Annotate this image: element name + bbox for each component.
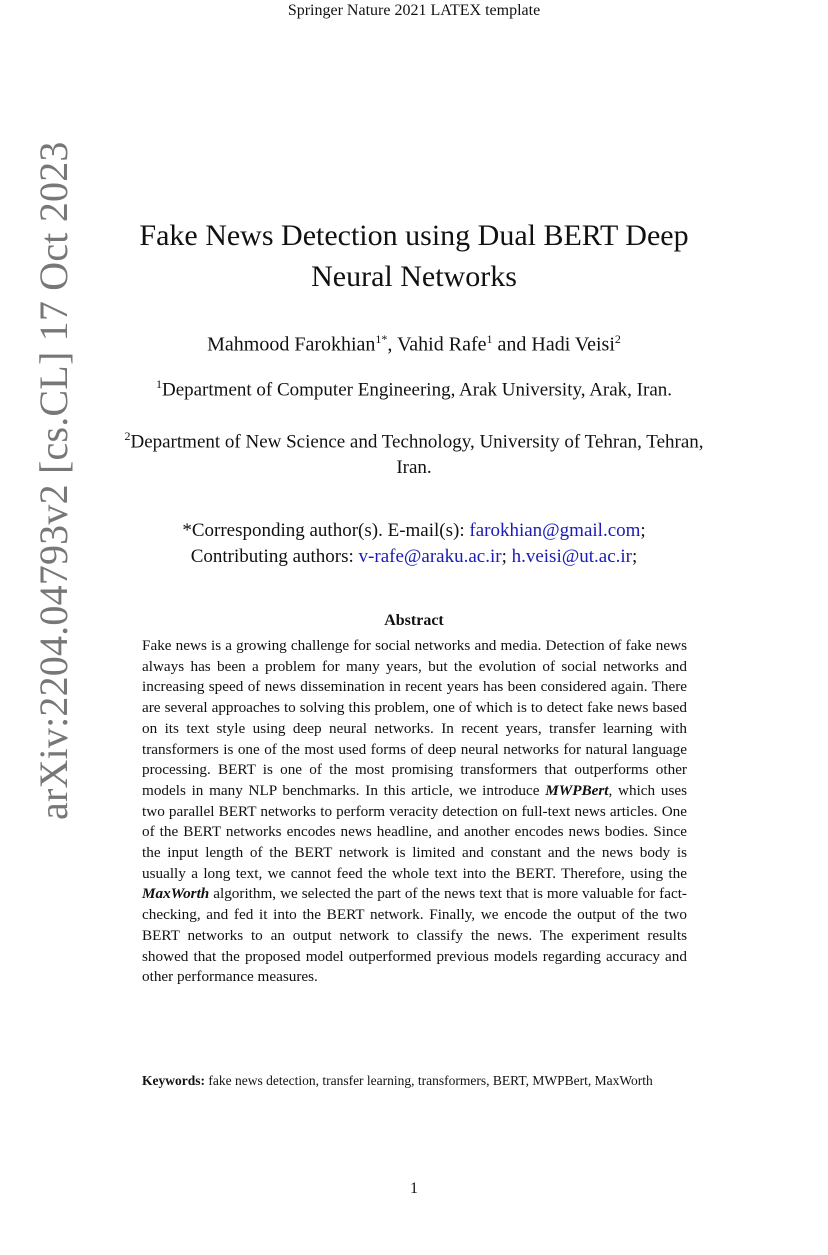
abstract-body [142, 636, 687, 988]
contributing-label: Contributing authors: [190, 546, 359, 567]
affiliation-text: Department of New Science and Technology, University of Tehran, Tehran, Iran. [130, 431, 704, 479]
author-line [100, 332, 728, 357]
abstract-text: , which uses two parallel BERT networks to perform veracity detection on full-text news articles. One of the BERT networks encodes news headline, and another encodes news bodies. Since the input length of the BERT network is limited and constant and the news body is usually a long text, we cannot feed the whole text into the BERT. Therefore, using the [142, 781, 688, 882]
keywords-text: fake news detection, transfer learning, transformers, BERT, MWPBert, MaxWorth [205, 1073, 653, 1088]
author-sup: 1 [486, 332, 493, 346]
email-link-2[interactable]: v-rafe@araku.ac.ir [358, 546, 502, 567]
arxiv-side-stamp: arXiv:2204.04793v2 [cs.CL] 17 Oct 2023 [31, 141, 76, 820]
punctuation: ; [640, 520, 646, 541]
email-link-3[interactable]: h.veisi@ut.ac.ir [511, 546, 632, 567]
email-link-main[interactable]: farokhian@gmail.com [469, 520, 641, 541]
punctuation: ; [501, 546, 512, 567]
author-name: Mahmood Farokhian [207, 333, 376, 356]
model-name: MWPBert [545, 781, 609, 799]
affiliation-sup: 2 [124, 429, 131, 443]
author-sup: 1* [375, 332, 388, 346]
running-header: Springer Nature 2021 LATEX template [287, 2, 541, 19]
paper-title: Fake News Detection using Dual BERT Deep Neural Networks [139, 219, 689, 293]
abstract-text: Fake news is a growing challenge for social networks and media. Detection of fake news always has been a problem for many years, but the evolution of social networks and increasing speed of news dissemination in recent years has been considered again. There are several approaches to solving this problem, one of which is to detect fake news based on its text style using deep neural networks. In recent years, transfer learning with transformers is one of the most used forms of deep neural networks for natural language processing. BERT is one of the most promising transformers that outperforms other models in many NLP benchmarks. In this article, we introduce [142, 637, 687, 799]
keywords-label: Keywords: [142, 1073, 205, 1088]
algorithm-name: MaxWorth [142, 885, 210, 903]
affiliation-2 [120, 423, 708, 481]
abstract-text: algorithm, we selected the part of the news text that is more valuable for fact-checking, and fed it into the BERT network. Finally, we encode the output of the two BERT networks to an output network to classify the news. The experiment results showed that the proposed model outperformed previous models regarding accuracy and other performance measures. [142, 885, 687, 986]
corresponding-label: *Corresponding author(s). E-mail(s): [182, 520, 470, 541]
correspondence-block [100, 518, 728, 570]
author-separator: , [387, 333, 398, 356]
author-name: Vahid Rafe [397, 333, 487, 356]
author-name: Hadi Veisi [531, 333, 615, 356]
author-sup: 2 [614, 332, 621, 346]
page-number: 1 [410, 1180, 418, 1197]
affiliation-1 [120, 371, 708, 403]
affiliation-sup: 1 [155, 377, 162, 391]
keywords-block [142, 1072, 687, 1090]
abstract-heading: Abstract [384, 612, 444, 629]
punctuation: ; [631, 546, 638, 567]
author-separator: and [492, 333, 532, 356]
affiliation-text: Department of Computer Engineering, Arak University, Arak, Iran. [161, 379, 673, 401]
